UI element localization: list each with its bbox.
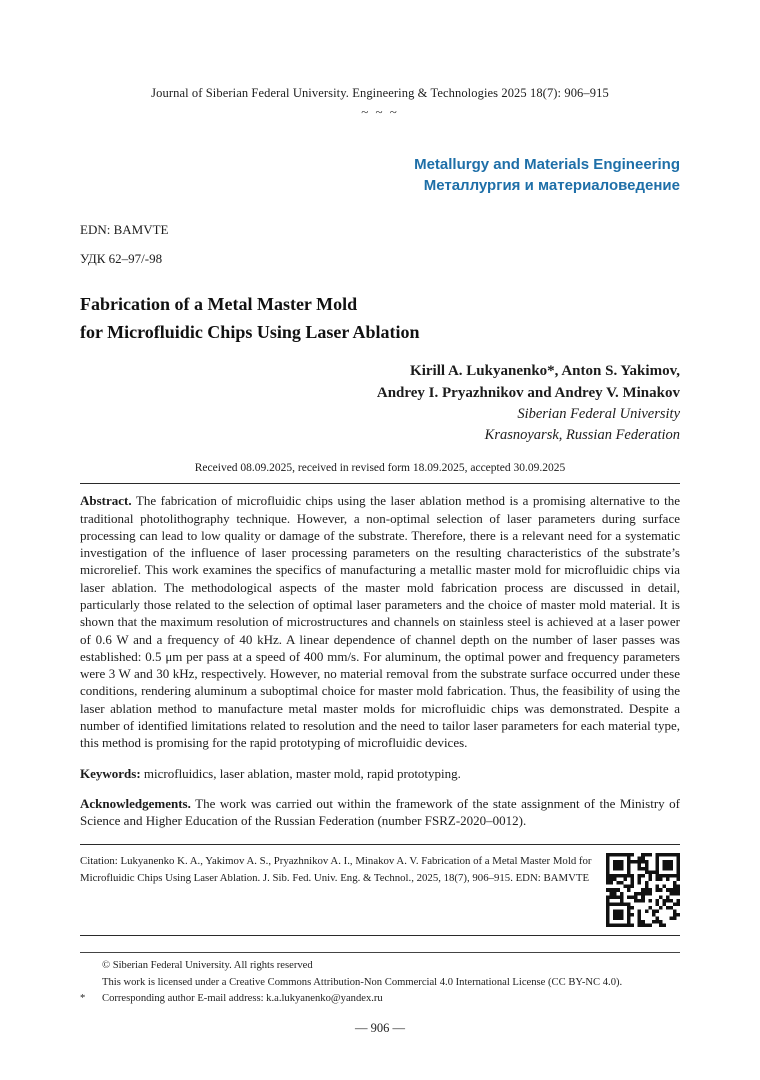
edn-label: EDN: BAMVTE xyxy=(80,222,169,237)
acknowledgements-label: Acknowledgements. xyxy=(80,795,191,811)
section-heading xyxy=(80,154,680,196)
abstract-paragraph xyxy=(80,492,680,751)
abstract-text: The fabrication of microfluidic chips using the laser ablation method is a promising alternative to the traditional photolithography technique. However, a non-optimal selection of laser parameters during surface processing can lead to low quality or damage of the substrate. Therefore, there is a relevant need for a systematic investigation of the influence of laser processing parameters on the resulting characteristics of the substrate’s microrelief. This work examines the specifics of manufacturing a metallic master mold for microfluidic chips via laser ablation. The methodological aspects of the master mold fabrication process are discussed in detail, particularly those related to the selection of optimal laser parameters and the choice of master mold material. It is shown that the maximum resolution of microstructures and channels on stainless steel is achieved at a laser power of 0.6 W and a frequency of 40 kHz. A linear dependence of channel depth on the number of laser passes was established: 0.5 μm per pass at a speed of 400 mm/s. For aluminum, the optimal power and frequency parameters were 3 W and 30 kHz, respectively. However, no material removal from the substrate surface occurred under these conditions, rendering aluminum a suboptimal choice for master mold fabrication. Thus, the feasibility of using the laser ablation method to manufacture metal master molds for microfluidic chips was demonstrated. Despite a number of identified limitations related to resolution and the need to tailor laser parameters for each material type, this method is promising for the rapid prototyping of microfluidic devices. xyxy=(80,493,680,751)
footer-copyright: © Siberian Federal University. All rights reserved xyxy=(102,960,313,972)
keywords-text: microfluidics, laser ablation, master mold, rapid prototyping. xyxy=(140,765,461,781)
footer-corresponding-row xyxy=(80,991,680,1007)
affiliation-location: Krasnoyarsk, Russian Federation xyxy=(484,427,680,444)
ornament-tildes: ~ ~ ~ xyxy=(361,104,399,119)
footnote-asterisk: * xyxy=(80,993,86,1005)
footer-corresponding: Corresponding author E-mail address: k.a.lukyanenko@yandex.ru xyxy=(102,993,383,1005)
keywords-label: Keywords: xyxy=(80,765,141,781)
page-number: — 906 — xyxy=(355,1020,405,1035)
paper-title xyxy=(80,291,680,347)
section-heading-en: Metallurgy and Materials Engineering xyxy=(414,156,680,173)
keywords-paragraph xyxy=(80,765,680,782)
paper-title-line-1: Fabrication of a Metal Master Mold xyxy=(80,294,358,314)
paper-title-line-2: for Microfluidic Chips Using Laser Ablation xyxy=(80,321,420,342)
acknowledgements-paragraph xyxy=(80,795,680,830)
udk-label: УДК 62–97/-98 xyxy=(80,251,163,266)
affiliation: Siberian Federal University xyxy=(517,406,680,423)
authors-block xyxy=(80,361,680,447)
citation-block xyxy=(80,844,680,936)
footer-block xyxy=(80,952,680,1007)
citation-text: Citation: Lukyanenko K. A., Yakimov A. S., Pryazhnikov A. I., Minakov A. V. Fabrication of a Metal Master Mold for Microfluidic Chips Using Laser Ablation. J. Sib. Fed. Univ. Eng. & Technol., 2025, 18(7), 906–915. EDN: BAMVTE xyxy=(80,855,592,884)
authors-line-1: Kirill A. Lukyanenko*, Anton S. Yakimov, xyxy=(410,362,680,379)
journal-header: Journal of Siberian Federal University. Engineering & Technologies 2025 18(7): 906–915 xyxy=(151,86,609,100)
received-dates: Received 08.09.2025, received in revised form 18.09.2025, accepted 30.09.2025 xyxy=(80,462,680,484)
acknowledgements-text: The work was carried out within the framework of the state assignment of the Ministry of Science and Higher Education of the Russian Federation (number FSRZ-2020–0012). xyxy=(80,795,680,829)
section-heading-ru: Металлургия и материаловедение xyxy=(423,177,680,194)
footer-license: This work is licensed under a Creative Commons Attribution-Non Commercial 4.0 International License (CC BY-NC 4.0). xyxy=(102,976,623,988)
authors-line-2: Andrey I. Pryazhnikov and Andrey V. Minakov xyxy=(376,384,680,401)
qr-code xyxy=(606,853,680,927)
abstract-label: Abstract. xyxy=(80,493,132,509)
